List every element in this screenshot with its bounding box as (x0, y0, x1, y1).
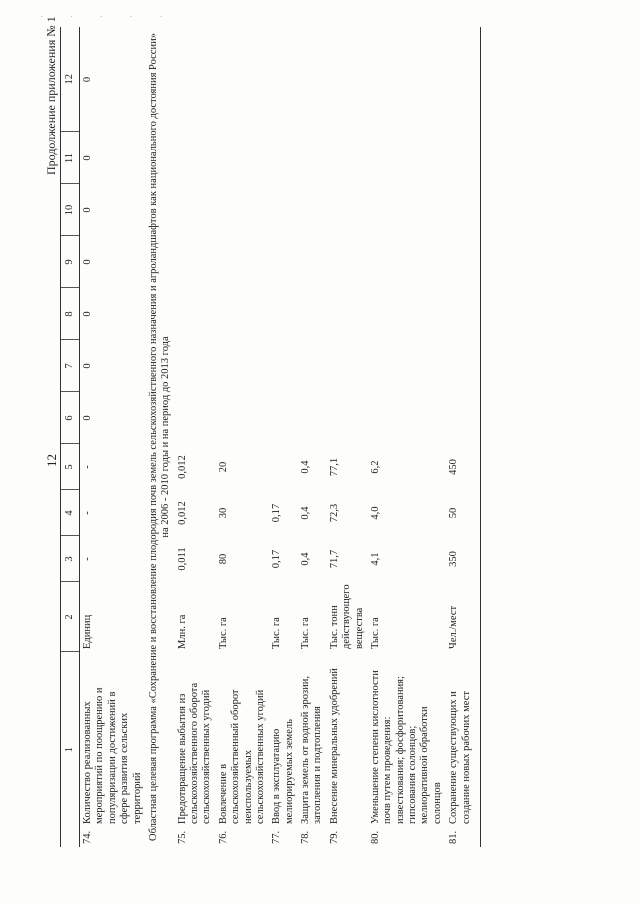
rule-line (475, 27, 481, 847)
column-number-8: 8 (61, 288, 80, 340)
unit-cell: Тыс. га (300, 617, 311, 649)
indicator-text: Ввод в эксплуатацию мелиорируемых земель (271, 719, 295, 824)
column-number-3: 3 (61, 536, 80, 582)
indicator-cell (368, 652, 446, 847)
table-row (216, 27, 270, 847)
value-cell (269, 236, 298, 288)
value-cell (298, 340, 327, 392)
value-cell (298, 27, 327, 132)
value-cell (446, 132, 475, 184)
column-number-7: 7 (61, 340, 80, 392)
value-cell: 6,2 (369, 460, 381, 474)
value-cell (216, 340, 270, 392)
indicator-cell (175, 652, 216, 847)
value-cell: 0,4 (300, 506, 311, 520)
value-cell (446, 288, 475, 340)
value-cell (216, 392, 270, 444)
value-cell: 0 (82, 155, 93, 161)
value-cell: 20 (217, 461, 229, 473)
unit-cell: Тыс. га (217, 617, 229, 649)
indicator-cell (298, 652, 327, 847)
value-cell: 77,1 (328, 457, 340, 477)
value-cell (269, 288, 298, 340)
value-cell: 71,7 (328, 549, 340, 569)
value-cell (298, 132, 327, 184)
appendix-caption: Продолжение приложения № 1 (44, 16, 58, 175)
value-cell (327, 288, 368, 340)
value-cell (269, 444, 298, 490)
indicator-cell (216, 652, 270, 847)
indicator-text: Внесение минеральных удобрений (328, 668, 340, 824)
value-cell: 350 (448, 551, 460, 567)
value-cell (446, 340, 475, 392)
value-cell: 0 (82, 415, 93, 421)
value-cell (269, 392, 298, 444)
value-cell (216, 27, 270, 132)
value-cell (368, 236, 446, 288)
value-cell (368, 27, 446, 132)
value-cell (327, 132, 368, 184)
value-cell (269, 132, 298, 184)
value-cell: 4,0 (369, 506, 381, 520)
value-cell: 0,012 (176, 501, 188, 525)
table-row (327, 27, 368, 847)
value-cell (298, 236, 327, 288)
value-cell (446, 184, 475, 236)
value-cell (175, 392, 216, 444)
row-number: 74. (82, 830, 93, 844)
table-row (446, 27, 475, 847)
value-cell: - (82, 511, 93, 515)
value-cell: 50 (448, 507, 460, 519)
value-cell: 72,3 (328, 503, 340, 523)
indicator-table (60, 27, 481, 847)
indicator-text: Предотвращение выбытия из сельскохозяйственного оборота сельскохозяйственных угодий (176, 682, 213, 824)
indicator-text: Уменьшение степени кислотности почв путем проведения: известкования; фосфоритования; гипсования солонцов; мелиоративной обработки солонцов (369, 670, 443, 824)
unit-cell: Тыс. га (271, 617, 283, 649)
value-cell (327, 340, 368, 392)
value-cell (368, 132, 446, 184)
value-cell (216, 132, 270, 184)
value-cell (327, 184, 368, 236)
row-number: 80. (369, 830, 381, 844)
indicator-cell (446, 652, 475, 847)
value-cell: 0 (82, 207, 93, 213)
value-cell (446, 27, 475, 132)
unit-cell: Тыс. тонн действующего вещества (328, 584, 365, 649)
value-cell (269, 27, 298, 132)
value-cell: - (82, 557, 93, 561)
value-cell (298, 184, 327, 236)
value-cell (327, 236, 368, 288)
unit-cell: Единиц (82, 614, 93, 649)
scan-noise: · · · · · (40, 12, 175, 23)
value-cell: 450 (448, 459, 460, 475)
value-cell (175, 27, 216, 132)
value-cell: 0,4 (300, 552, 311, 566)
value-cell: 30 (217, 507, 229, 519)
value-cell: 0 (82, 76, 93, 83)
row-number: 79. (328, 830, 340, 844)
value-cell (298, 288, 327, 340)
value-cell (216, 184, 270, 236)
value-cell (446, 236, 475, 288)
column-number-12: 12 (61, 27, 80, 132)
indicator-text: Защита земель от водной эрозии, затопления и подтопления (300, 675, 324, 824)
row-number: 76. (217, 830, 229, 844)
value-cell (216, 288, 270, 340)
row-number: 77. (271, 830, 283, 844)
column-number-9: 9 (61, 236, 80, 288)
value-cell: 0,17 (271, 549, 283, 569)
table-row (175, 27, 216, 847)
value-cell: - (82, 465, 93, 469)
row-number: 78. (300, 830, 311, 844)
value-cell (446, 392, 475, 444)
column-number-row (61, 27, 80, 847)
value-cell (175, 236, 216, 288)
section-heading-row (146, 27, 175, 847)
value-cell (269, 340, 298, 392)
unit-cell: Тыс. га (369, 617, 381, 649)
indicator-cell (80, 652, 146, 847)
table-row (368, 27, 446, 847)
indicator-cell (269, 652, 298, 847)
program-title: Областная целевая программа «Сохранение и восстановление плодородия почв земель сельскохозяйственного назначения и агроландшафтов как национального достояния России» на 2006 - 2010 годы и на период до 2013 года (147, 33, 172, 841)
value-cell: 0 (82, 259, 93, 265)
value-cell (327, 27, 368, 132)
column-number-11: 11 (61, 132, 80, 184)
table-bottom-rule (475, 27, 481, 847)
unit-cell: Чел./мест (448, 605, 460, 649)
indicator-text: Количество реализованных мероприятий по поощрению и популяризации достижений в сфере развития сельских территорий (82, 687, 143, 824)
value-cell (175, 184, 216, 236)
column-number-4: 4 (61, 490, 80, 536)
table-body (80, 27, 481, 847)
value-cell (216, 236, 270, 288)
column-number-2: 2 (61, 582, 80, 652)
value-cell: 0,012 (176, 455, 188, 479)
value-cell: 4,1 (369, 552, 381, 566)
value-cell (175, 132, 216, 184)
value-cell (269, 184, 298, 236)
value-cell: 0,4 (300, 460, 311, 474)
value-cell: 0,011 (176, 547, 188, 571)
column-number-5: 5 (61, 444, 80, 490)
value-cell: 0,17 (271, 503, 283, 523)
value-cell (368, 340, 446, 392)
value-cell (175, 288, 216, 340)
value-cell (368, 184, 446, 236)
indicator-text: Вовлечение в сельскохозяйственный оборот неиспользуемых сельскохозяйственных угодий (217, 689, 266, 824)
value-cell (327, 392, 368, 444)
value-cell: 80 (217, 553, 229, 565)
indicator-cell (327, 652, 368, 847)
table-row (80, 27, 146, 847)
value-cell (368, 288, 446, 340)
row-number: 75. (176, 830, 188, 844)
column-number-1: 1 (61, 652, 80, 847)
table-row (298, 27, 327, 847)
page-number: 12 (44, 454, 59, 467)
row-number: 81. (448, 830, 460, 844)
unit-cell: Млн. га (176, 614, 188, 649)
value-cell (175, 340, 216, 392)
value-cell (298, 392, 327, 444)
column-number-6: 6 (61, 392, 80, 444)
column-number-10: 10 (61, 184, 80, 236)
value-cell: 0 (82, 311, 93, 317)
indicator-text: Сохранение существующих и создание новых рабочих мест (448, 691, 472, 824)
value-cell: 0 (82, 363, 93, 369)
table-row (269, 27, 298, 847)
value-cell (368, 392, 446, 444)
